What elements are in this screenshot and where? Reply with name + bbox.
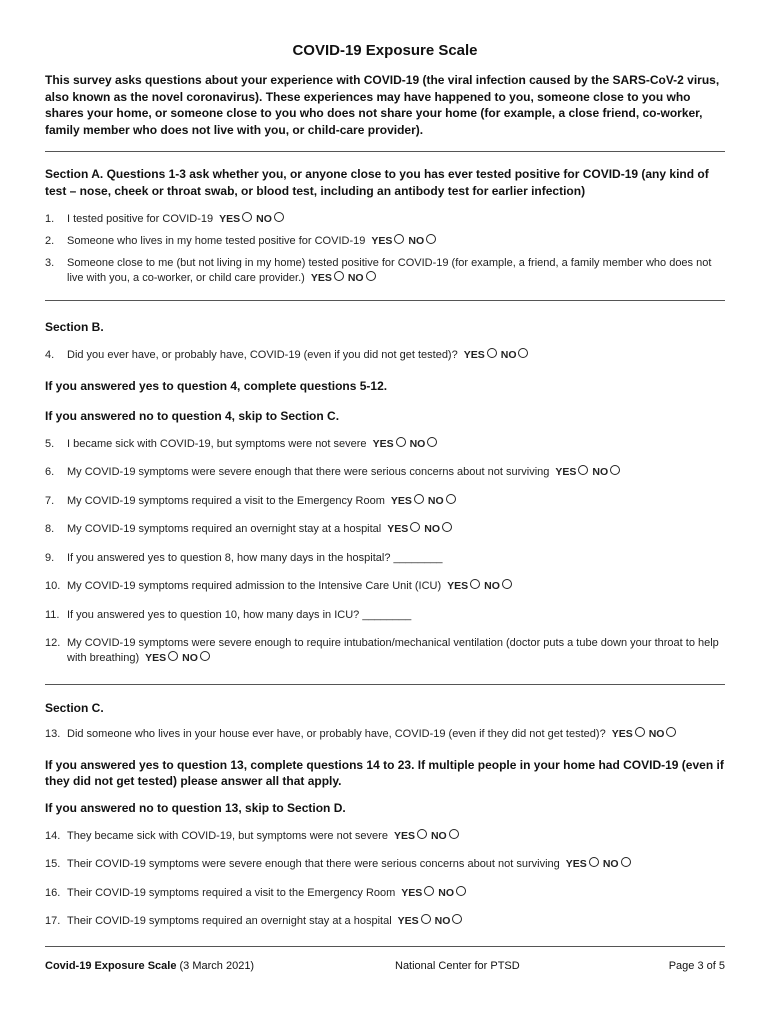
no-radio[interactable] — [666, 727, 676, 737]
question-number: 2. — [45, 235, 55, 247]
intro-paragraph: This survey asks questions about your experience with COVID-19 (the viral infection caused by the SARS-CoV-2 virus, also known as the novel coronavirus). These experiences may have happened to you, someone close to you who shares your home, or someone close to you who does not share your home (for example, a close friend, co-worker, family member who does not live with you, or child-care provider). — [45, 73, 720, 137]
question-6 — [45, 465, 725, 480]
question-3 — [45, 256, 725, 286]
question-text: Did someone who lives in your house ever have, or probably have, COVID-19 (even if they did not get tested)? — [67, 728, 606, 740]
yes-radio[interactable] — [396, 437, 406, 447]
question-text: My COVID-19 symptoms were severe enough that there were serious concerns about not surviving — [67, 466, 550, 478]
yes-label: YES — [310, 272, 332, 284]
no-label: NO — [182, 652, 198, 664]
question-number: 15. — [45, 858, 61, 870]
question-5 — [45, 437, 725, 452]
yes-label: YES — [447, 580, 469, 592]
no-label: NO — [438, 887, 455, 899]
no-radio[interactable] — [452, 914, 462, 924]
footer-page-number: Page 3 of 5 — [668, 960, 725, 972]
question-13 — [45, 727, 725, 742]
yes-radio[interactable] — [417, 829, 427, 839]
question-number: 5. — [45, 438, 55, 450]
instruction-no: If you answered no to question 13, skip to Section D. — [45, 801, 346, 815]
question-8 — [45, 522, 725, 537]
no-label: NO — [256, 213, 272, 225]
question-16 — [45, 886, 725, 901]
no-label: NO — [409, 438, 426, 450]
no-label: NO — [430, 830, 447, 842]
yes-radio[interactable] — [487, 348, 497, 358]
no-radio[interactable] — [427, 437, 437, 447]
question-text: Their COVID-19 symptoms required an overnight stay at a hospital — [67, 915, 392, 927]
question-text: Someone who lives in my home tested positive for COVID-19 — [67, 235, 366, 247]
yes-label: YES — [372, 438, 394, 450]
yes-label: YES — [401, 887, 423, 899]
no-radio[interactable] — [442, 522, 452, 532]
question-number: 8. — [45, 523, 55, 535]
section-b-heading: Section B. — [45, 320, 104, 334]
question-number: 3. — [45, 257, 55, 269]
question-text: Their COVID-19 symptoms required a visit to the Emergency Room — [67, 887, 396, 899]
no-label: NO — [648, 728, 665, 740]
yes-label: YES — [463, 349, 485, 361]
yes-radio[interactable] — [470, 579, 480, 589]
no-radio[interactable] — [274, 212, 284, 222]
no-radio[interactable] — [502, 579, 512, 589]
instruction-yes: If you answered yes to question 4, complete questions 5-12. — [45, 379, 388, 393]
question-10 — [45, 579, 725, 594]
yes-radio[interactable] — [168, 651, 178, 661]
question-number: 16. — [45, 887, 61, 899]
no-label: NO — [500, 349, 517, 361]
yes-label: YES — [397, 915, 419, 927]
no-label: NO — [347, 272, 364, 284]
question-number: 17. — [45, 915, 61, 927]
question-number: 14. — [45, 830, 61, 842]
yes-radio[interactable] — [394, 234, 404, 244]
yes-radio[interactable] — [424, 886, 434, 896]
no-radio[interactable] — [610, 465, 620, 475]
divider — [45, 684, 725, 685]
no-label: NO — [424, 523, 441, 535]
question-15 — [45, 857, 725, 872]
question-text: My COVID-19 symptoms required admission to the Intensive Care Unit (ICU) — [67, 580, 442, 592]
question-14 — [45, 829, 725, 844]
no-radio[interactable] — [366, 271, 376, 281]
question-number: 1. — [45, 213, 55, 225]
no-label: NO — [427, 495, 444, 507]
question-text: Did you ever have, or probably have, COVID-19 (even if you did not get tested)? — [67, 349, 458, 361]
no-label: NO — [592, 466, 609, 478]
no-radio[interactable] — [518, 348, 528, 358]
yes-label: YES — [145, 652, 167, 664]
yes-label: YES — [611, 728, 633, 740]
yes-label: YES — [555, 466, 577, 478]
question-text[interactable]: If you answered yes to question 8, how many days in the hospital? ________ — [67, 552, 443, 564]
section-c-heading: Section C. — [45, 701, 104, 715]
yes-radio[interactable] — [410, 522, 420, 532]
instruction-no: If you answered no to question 4, skip to Section C. — [45, 409, 340, 423]
question-9 — [45, 551, 725, 566]
footer-scale-name: Covid-19 Exposure Scale — [45, 960, 177, 972]
no-radio[interactable] — [200, 651, 210, 661]
yes-radio[interactable] — [414, 494, 424, 504]
no-label: NO — [434, 915, 451, 927]
question-4 — [45, 348, 725, 363]
question-text: Someone close to me (but not living in my home) tested positive for COVID-19 (for example, a friend, a family member who does not live with you, a co-worker, or child care provider.) — [67, 257, 712, 284]
yes-radio[interactable] — [421, 914, 431, 924]
question-7 — [45, 494, 725, 509]
question-text: Their COVID-19 symptoms were severe enough that there were serious concerns about not surviving — [67, 858, 560, 870]
divider — [45, 300, 725, 301]
no-radio[interactable] — [456, 886, 466, 896]
question-number: 12. — [45, 637, 61, 649]
no-radio[interactable] — [426, 234, 436, 244]
yes-radio[interactable] — [589, 857, 599, 867]
no-radio[interactable] — [446, 494, 456, 504]
yes-label: YES — [387, 523, 409, 535]
divider — [45, 151, 725, 152]
question-2 — [45, 234, 725, 249]
no-label: NO — [408, 235, 425, 247]
yes-radio[interactable] — [242, 212, 252, 222]
yes-label: YES — [393, 830, 415, 842]
question-text: They became sick with COVID-19, but symptoms were not severe — [67, 830, 388, 842]
no-label: NO — [484, 580, 500, 592]
question-17 — [45, 914, 725, 929]
question-number: 9. — [45, 552, 55, 564]
question-number: 4. — [45, 349, 55, 361]
question-text: My COVID-19 symptoms were severe enough to require intubation/mechanical ventilation (doctor puts a tube down your throat to help with breathing) — [67, 637, 719, 664]
footer-title — [45, 960, 254, 972]
footer-date: (3 March 2021) — [176, 960, 255, 972]
question-12 — [45, 636, 725, 666]
no-label: NO — [602, 858, 619, 870]
question-number: 10. — [45, 580, 61, 592]
yes-radio[interactable] — [334, 271, 344, 281]
yes-label: YES — [371, 235, 393, 247]
question-text: I tested positive for COVID-19 — [67, 213, 214, 225]
question-number: 13. — [45, 728, 61, 740]
question-number: 7. — [45, 495, 55, 507]
section-a-heading: Section A. Questions 1-3 ask whether you, or anyone close to you has ever tested positive for COVID-19 (any kind of test – nose, cheek or throat swab, or blood test, including an antibody test for earlier infection) — [45, 167, 709, 198]
page-title: COVID-19 Exposure Scale — [292, 42, 478, 59]
instruction-yes: If you answered yes to question 13, complete questions 14 to 23. If multiple people in your home had COVID-19 (even if they did not get tested) please answer all that apply. — [45, 758, 724, 788]
yes-label: YES — [390, 495, 412, 507]
no-radio[interactable] — [621, 857, 631, 867]
divider — [45, 946, 725, 947]
question-text[interactable]: If you answered yes to question 10, how many days in ICU? ________ — [67, 609, 412, 621]
question-11 — [45, 608, 725, 623]
footer-organization: National Center for PTSD — [395, 960, 520, 972]
yes-radio[interactable] — [635, 727, 645, 737]
question-text: I became sick with COVID-19, but symptoms were not severe — [67, 438, 367, 450]
yes-radio[interactable] — [578, 465, 588, 475]
question-number: 6. — [45, 466, 55, 478]
question-text: My COVID-19 symptoms required a visit to the Emergency Room — [67, 495, 385, 507]
question-1 — [45, 212, 725, 227]
question-text: My COVID-19 symptoms required an overnight stay at a hospital — [67, 523, 382, 535]
no-radio[interactable] — [449, 829, 459, 839]
question-number: 11. — [45, 609, 60, 621]
yes-label: YES — [219, 213, 241, 225]
yes-label: YES — [565, 858, 587, 870]
